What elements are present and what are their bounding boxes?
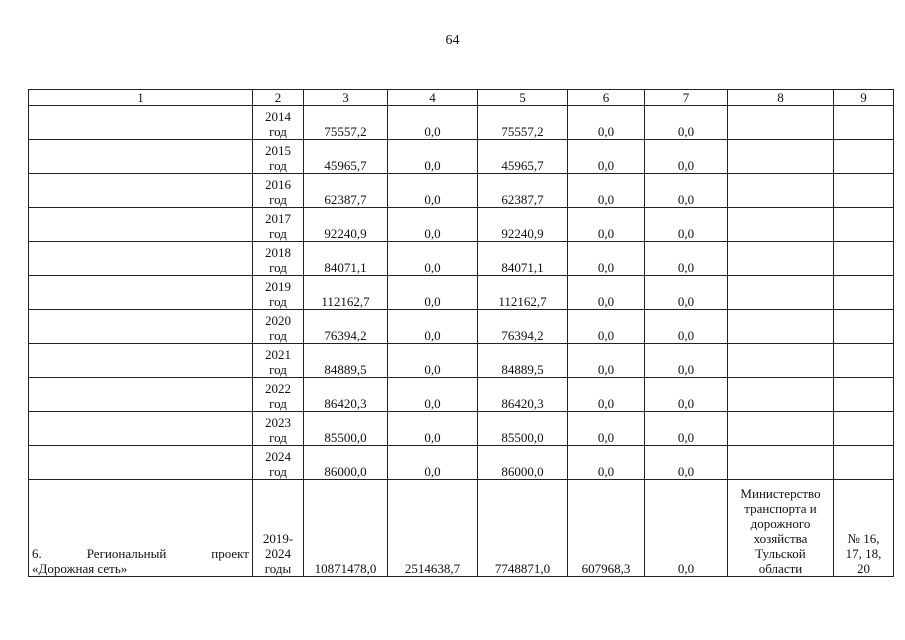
year-value: 2014 (265, 109, 291, 124)
federal-cell: 0,0 (388, 446, 478, 480)
project-row (29, 480, 894, 577)
total-cell: 84071,1 (304, 242, 388, 276)
regional-cell: 92240,9 (478, 208, 568, 242)
year-value: 2024 (265, 449, 291, 464)
column-header: 1 (29, 90, 253, 106)
year-unit: год (269, 294, 287, 309)
year-cell (253, 140, 304, 174)
year-unit: год (269, 362, 287, 377)
reference-cell (834, 242, 894, 276)
executor-cell (728, 276, 834, 310)
table-row (29, 412, 894, 446)
other-cell: 0,0 (645, 378, 728, 412)
column-header: 9 (834, 90, 894, 106)
total-cell: 75557,2 (304, 106, 388, 140)
executor-cell (728, 480, 834, 577)
reference-cell (834, 310, 894, 344)
program-cell (29, 140, 253, 174)
federal-cell: 0,0 (388, 276, 478, 310)
municipal-cell: 0,0 (568, 276, 645, 310)
other-cell: 0,0 (645, 106, 728, 140)
program-cell (29, 208, 253, 242)
program-cell (29, 344, 253, 378)
regional-cell: 84071,1 (478, 242, 568, 276)
total-cell: 62387,7 (304, 174, 388, 208)
period-line: годы (264, 561, 292, 576)
column-header: 2 (253, 90, 304, 106)
column-header: 7 (645, 90, 728, 106)
executor-line: хозяйства (753, 531, 808, 546)
year-value: 2021 (265, 347, 291, 362)
year-cell (253, 208, 304, 242)
executor-line: дорожного (750, 516, 811, 531)
reference-cell (834, 480, 894, 577)
program-cell (29, 378, 253, 412)
period-line: 2024 (265, 546, 291, 561)
reference-cell (834, 208, 894, 242)
year-value: 2018 (265, 245, 291, 260)
year-cell (253, 446, 304, 480)
municipal-cell: 0,0 (568, 140, 645, 174)
executor-cell (728, 242, 834, 276)
budget-table (28, 89, 894, 577)
column-header: 3 (304, 90, 388, 106)
executor-cell (728, 412, 834, 446)
total-cell: 84889,5 (304, 344, 388, 378)
column-header: 5 (478, 90, 568, 106)
table-row (29, 208, 894, 242)
total-cell: 76394,2 (304, 310, 388, 344)
reference-cell (834, 140, 894, 174)
other-cell: 0,0 (645, 140, 728, 174)
executor-cell (728, 140, 834, 174)
regional-cell: 86000,0 (478, 446, 568, 480)
total-cell: 112162,7 (304, 276, 388, 310)
year-value: 2022 (265, 381, 291, 396)
reference-cell (834, 378, 894, 412)
municipal-cell: 0,0 (568, 174, 645, 208)
year-value: 2015 (265, 143, 291, 158)
municipal-cell: 0,0 (568, 242, 645, 276)
other-cell: 0,0 (645, 480, 728, 577)
other-cell: 0,0 (645, 174, 728, 208)
executor-line: области (758, 561, 803, 576)
table-row (29, 174, 894, 208)
year-unit: год (269, 260, 287, 275)
year-value: 2019 (265, 279, 291, 294)
executor-cell (728, 310, 834, 344)
program-cell (29, 174, 253, 208)
other-cell: 0,0 (645, 412, 728, 446)
table-header-row (29, 90, 894, 106)
year-unit: год (269, 124, 287, 139)
regional-cell: 84889,5 (478, 344, 568, 378)
federal-cell: 0,0 (388, 106, 478, 140)
other-cell: 0,0 (645, 242, 728, 276)
other-cell: 0,0 (645, 208, 728, 242)
program-cell (29, 242, 253, 276)
municipal-cell: 0,0 (568, 208, 645, 242)
reference-line: 17, 18, (845, 546, 882, 561)
regional-cell: 85500,0 (478, 412, 568, 446)
period-cell (253, 480, 304, 577)
total-cell: 86420,3 (304, 378, 388, 412)
project-name-line: 6. Региональный проект (32, 546, 249, 561)
column-header: 4 (388, 90, 478, 106)
table-row (29, 242, 894, 276)
year-value: 2023 (265, 415, 291, 430)
executor-line: транспорта и (744, 501, 817, 516)
regional-cell: 86420,3 (478, 378, 568, 412)
column-header: 8 (728, 90, 834, 106)
executor-cell (728, 208, 834, 242)
program-cell (29, 412, 253, 446)
year-cell (253, 344, 304, 378)
total-cell: 45965,7 (304, 140, 388, 174)
page-number: 64 (445, 33, 460, 48)
executor-cell (728, 378, 834, 412)
year-value: 2017 (265, 211, 291, 226)
other-cell: 0,0 (645, 276, 728, 310)
table-row (29, 378, 894, 412)
total-cell: 92240,9 (304, 208, 388, 242)
year-cell (253, 276, 304, 310)
executor-line: Министерство (740, 486, 821, 501)
year-unit: год (269, 192, 287, 207)
municipal-cell: 0,0 (568, 106, 645, 140)
federal-cell: 0,0 (388, 378, 478, 412)
program-cell (29, 106, 253, 140)
municipal-cell: 0,0 (568, 412, 645, 446)
regional-cell: 62387,7 (478, 174, 568, 208)
federal-cell: 0,0 (388, 310, 478, 344)
table-row (29, 446, 894, 480)
reference-cell (834, 344, 894, 378)
municipal-cell: 0,0 (568, 378, 645, 412)
executor-cell (728, 174, 834, 208)
regional-cell: 112162,7 (478, 276, 568, 310)
year-unit: год (269, 226, 287, 241)
table-row (29, 276, 894, 310)
year-unit: год (269, 158, 287, 173)
executor-cell (728, 344, 834, 378)
reference-line: 20 (857, 561, 870, 576)
regional-cell: 76394,2 (478, 310, 568, 344)
federal-cell: 0,0 (388, 344, 478, 378)
program-cell (29, 276, 253, 310)
federal-cell: 2514638,7 (388, 480, 478, 577)
municipal-cell: 607968,3 (568, 480, 645, 577)
year-cell (253, 412, 304, 446)
year-cell (253, 378, 304, 412)
table-row (29, 310, 894, 344)
total-cell: 85500,0 (304, 412, 388, 446)
table-row (29, 106, 894, 140)
other-cell: 0,0 (645, 344, 728, 378)
reference-cell (834, 174, 894, 208)
total-cell: 10871478,0 (304, 480, 388, 577)
executor-line: Тульской (755, 546, 806, 561)
federal-cell: 0,0 (388, 208, 478, 242)
reference-cell (834, 276, 894, 310)
total-cell: 86000,0 (304, 446, 388, 480)
year-cell (253, 174, 304, 208)
regional-cell: 75557,2 (478, 106, 568, 140)
municipal-cell: 0,0 (568, 344, 645, 378)
year-cell (253, 310, 304, 344)
table-row (29, 344, 894, 378)
reference-cell (834, 106, 894, 140)
column-header: 6 (568, 90, 645, 106)
reference-line: № 16, (847, 531, 880, 546)
federal-cell: 0,0 (388, 174, 478, 208)
other-cell: 0,0 (645, 446, 728, 480)
municipal-cell: 0,0 (568, 446, 645, 480)
program-cell (29, 446, 253, 480)
project-name-cell (29, 480, 253, 577)
year-unit: год (269, 328, 287, 343)
year-cell (253, 106, 304, 140)
regional-cell: 45965,7 (478, 140, 568, 174)
year-unit: год (269, 396, 287, 411)
table-row (29, 140, 894, 174)
regional-cell: 7748871,0 (478, 480, 568, 577)
reference-cell (834, 446, 894, 480)
federal-cell: 0,0 (388, 140, 478, 174)
table-body (29, 90, 894, 577)
program-cell (29, 310, 253, 344)
other-cell: 0,0 (645, 310, 728, 344)
year-value: 2016 (265, 177, 291, 192)
year-cell (253, 242, 304, 276)
year-unit: год (269, 430, 287, 445)
executor-cell (728, 446, 834, 480)
year-unit: год (269, 464, 287, 479)
project-name-line: «Дорожная сеть» (32, 561, 128, 576)
reference-cell (834, 412, 894, 446)
federal-cell: 0,0 (388, 412, 478, 446)
executor-cell (728, 106, 834, 140)
year-value: 2020 (265, 313, 291, 328)
municipal-cell: 0,0 (568, 310, 645, 344)
period-line: 2019- (262, 531, 294, 546)
federal-cell: 0,0 (388, 242, 478, 276)
